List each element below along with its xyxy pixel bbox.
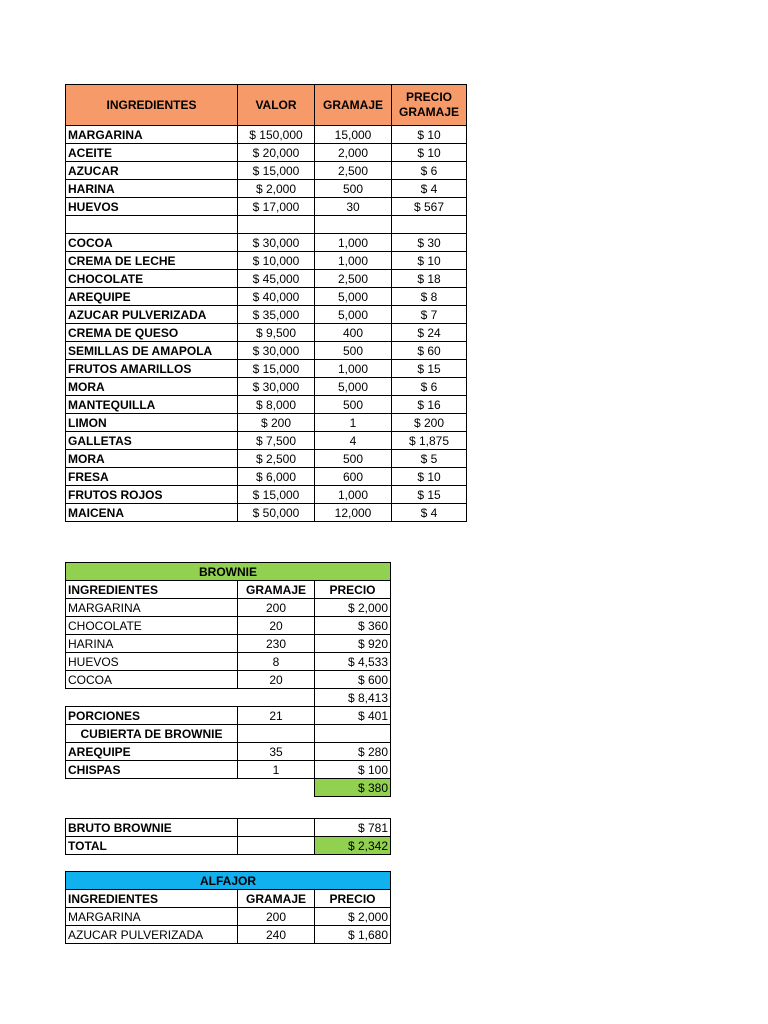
table-row	[66, 198, 467, 216]
ingredient-gramaje: 1,000	[315, 252, 392, 270]
brownie-header-row	[66, 581, 391, 599]
table-row	[66, 144, 467, 162]
total-row	[66, 837, 391, 855]
ingredient-name: MANTEQUILLA	[66, 396, 238, 414]
alfajor-precio: $ 2,000	[315, 908, 391, 926]
ingredient-valor: $ 50,000	[238, 504, 315, 522]
ingredient-precio-gramaje: $ 4	[392, 504, 467, 522]
ingredient-name: FRUTOS AMARILLOS	[66, 360, 238, 378]
cubierta-precio: $ 280	[315, 743, 391, 761]
ingredient-precio-gramaje: $ 30	[392, 234, 467, 252]
cubierta-empty	[238, 725, 315, 743]
ingredient-gramaje: 5,000	[315, 378, 392, 396]
ingredient-gramaje	[315, 216, 392, 234]
brownie-title: BROWNIE	[66, 563, 391, 581]
ingredient-name	[66, 216, 238, 234]
ingredient-valor: $ 15,000	[238, 162, 315, 180]
bruto-label: BRUTO BROWNIE	[66, 819, 238, 837]
table-row	[66, 486, 467, 504]
ingredient-gramaje: 5,000	[315, 288, 392, 306]
ingredient-precio-gramaje: $ 200	[392, 414, 467, 432]
brownie-ingredient: COCOA	[66, 671, 238, 689]
brownie-gramaje: 200	[238, 599, 315, 617]
ingredient-precio-gramaje: $ 10	[392, 144, 467, 162]
alfajor-gramaje: 240	[238, 926, 315, 944]
alfajor-title: ALFAJOR	[66, 872, 391, 890]
table-row	[66, 126, 467, 144]
alfajor-header-ingredientes: INGREDIENTES	[66, 890, 238, 908]
porciones-label: PORCIONES	[66, 707, 238, 725]
table-row	[66, 743, 391, 761]
table-row	[66, 761, 391, 779]
ingredients-price-table	[65, 84, 467, 522]
cubierta-precio: $ 100	[315, 761, 391, 779]
ingredient-name: COCOA	[66, 234, 238, 252]
header-ingredientes: INGREDIENTES	[66, 85, 238, 126]
ingredient-name: HUEVOS	[66, 198, 238, 216]
ingredient-gramaje: 30	[315, 198, 392, 216]
ingredient-precio-gramaje: $ 6	[392, 378, 467, 396]
table-row	[66, 360, 467, 378]
ingredient-gramaje: 1,000	[315, 360, 392, 378]
brownie-ingredient: CHOCOLATE	[66, 617, 238, 635]
ingredient-valor: $ 150,000	[238, 126, 315, 144]
ingredient-precio-gramaje: $ 10	[392, 468, 467, 486]
alfajor-precio: $ 1,680	[315, 926, 391, 944]
table-row	[66, 180, 467, 198]
table-row	[66, 671, 391, 689]
brownie-precio: $ 360	[315, 617, 391, 635]
brownie-precio: $ 4,533	[315, 653, 391, 671]
ingredient-name: CREMA DE LECHE	[66, 252, 238, 270]
ingredient-valor: $ 8,000	[238, 396, 315, 414]
table-row	[66, 396, 467, 414]
spacer-cell	[66, 689, 238, 707]
cubierta-ingredient: AREQUIPE	[66, 743, 238, 761]
table-row	[66, 162, 467, 180]
ingredient-valor: $ 15,000	[238, 360, 315, 378]
table-row	[66, 270, 467, 288]
ingredient-precio-gramaje: $ 10	[392, 126, 467, 144]
cubierta-gramaje: 35	[238, 743, 315, 761]
bruto-value: $ 781	[315, 819, 391, 837]
ingredient-precio-gramaje: $ 7	[392, 306, 467, 324]
table-row	[66, 504, 467, 522]
ingredient-name: MORA	[66, 378, 238, 396]
cubierta-header-row	[66, 725, 391, 743]
ingredient-gramaje: 12,000	[315, 504, 392, 522]
ingredient-precio-gramaje: $ 24	[392, 324, 467, 342]
brownie-totals-table	[65, 818, 391, 855]
ingredient-gramaje: 5,000	[315, 306, 392, 324]
brownie-precio: $ 920	[315, 635, 391, 653]
porciones-value: 21	[238, 707, 315, 725]
ingredient-gramaje: 15,000	[315, 126, 392, 144]
ingredient-precio-gramaje: $ 18	[392, 270, 467, 288]
table-row	[66, 432, 467, 450]
ingredient-valor	[238, 216, 315, 234]
brownie-gramaje: 8	[238, 653, 315, 671]
ingredient-gramaje: 4	[315, 432, 392, 450]
total-value: $ 2,342	[315, 837, 391, 855]
table-row	[66, 617, 391, 635]
table-row	[66, 378, 467, 396]
ingredient-valor: $ 2,500	[238, 450, 315, 468]
cubierta-ingredient: CHISPAS	[66, 761, 238, 779]
table-row	[66, 468, 467, 486]
alfajor-header-precio: PRECIO	[315, 890, 391, 908]
ingredient-valor: $ 200	[238, 414, 315, 432]
ingredient-precio-gramaje: $ 4	[392, 180, 467, 198]
ingredient-valor: $ 2,000	[238, 180, 315, 198]
brownie-gramaje: 20	[238, 617, 315, 635]
alfajor-ingredient: AZUCAR PULVERIZADA	[66, 926, 238, 944]
ingredient-valor: $ 15,000	[238, 486, 315, 504]
ingredient-valor: $ 10,000	[238, 252, 315, 270]
ingredient-precio-gramaje: $ 16	[392, 396, 467, 414]
table-row	[66, 342, 467, 360]
brownie-gramaje: 20	[238, 671, 315, 689]
ingredient-precio-gramaje: $ 6	[392, 162, 467, 180]
table-row	[66, 599, 391, 617]
ingredient-gramaje: 500	[315, 396, 392, 414]
alfajor-header-gramaje: GRAMAJE	[238, 890, 315, 908]
brownie-header-ingredientes: INGREDIENTES	[66, 581, 238, 599]
ingredient-valor: $ 7,500	[238, 432, 315, 450]
brownie-ingredient: HARINA	[66, 635, 238, 653]
table-row	[66, 908, 391, 926]
brownie-gramaje: 230	[238, 635, 315, 653]
ingredient-valor: $ 6,000	[238, 468, 315, 486]
ingredient-valor: $ 9,500	[238, 324, 315, 342]
brownie-precio: $ 2,000	[315, 599, 391, 617]
ingredient-name: CHOCOLATE	[66, 270, 238, 288]
cubierta-total: $ 380	[315, 779, 391, 797]
ingredient-gramaje: 500	[315, 342, 392, 360]
brownie-subtotal: $ 8,413	[315, 689, 391, 707]
total-empty-cell	[238, 837, 315, 855]
header-valor: VALOR	[238, 85, 315, 126]
ingredient-gramaje: 600	[315, 468, 392, 486]
ingredient-precio-gramaje: $ 8	[392, 288, 467, 306]
ingredient-gramaje: 2,500	[315, 162, 392, 180]
brownie-title-row	[66, 563, 391, 581]
cubierta-total-row	[66, 779, 391, 797]
ingredient-precio-gramaje	[392, 216, 467, 234]
ingredient-name: HARINA	[66, 180, 238, 198]
ingredient-name: AZUCAR PULVERIZADA	[66, 306, 238, 324]
brownie-ingredient: HUEVOS	[66, 653, 238, 671]
ingredient-name: MORA	[66, 450, 238, 468]
porciones-price: $ 401	[315, 707, 391, 725]
cubierta-gramaje: 1	[238, 761, 315, 779]
header-precio-gramaje: PRECIO GRAMAJE	[392, 85, 467, 126]
ingredient-name: MARGARINA	[66, 126, 238, 144]
ingredient-name: ACEITE	[66, 144, 238, 162]
brownie-header-gramaje: GRAMAJE	[238, 581, 315, 599]
alfajor-title-row	[66, 872, 391, 890]
ingredient-name: SEMILLAS DE AMAPOLA	[66, 342, 238, 360]
ingredient-gramaje: 500	[315, 450, 392, 468]
ingredient-precio-gramaje: $ 15	[392, 360, 467, 378]
brownie-subtotal-row	[66, 689, 391, 707]
alfajor-ingredient: MARGARINA	[66, 908, 238, 926]
spacer-cell	[66, 779, 238, 797]
ingredient-precio-gramaje: $ 5	[392, 450, 467, 468]
ingredient-name: CREMA DE QUESO	[66, 324, 238, 342]
bruto-row	[66, 819, 391, 837]
table-row	[66, 653, 391, 671]
table-row	[66, 324, 467, 342]
brownie-header-precio: PRECIO	[315, 581, 391, 599]
ingredient-valor: $ 17,000	[238, 198, 315, 216]
ingredient-name: GALLETAS	[66, 432, 238, 450]
brownie-precio: $ 600	[315, 671, 391, 689]
ingredient-gramaje: 1,000	[315, 234, 392, 252]
ingredient-precio-gramaje: $ 15	[392, 486, 467, 504]
header-gramaje: GRAMAJE	[315, 85, 392, 126]
table-row	[66, 635, 391, 653]
table-row	[66, 252, 467, 270]
ingredient-gramaje: 400	[315, 324, 392, 342]
ingredient-precio-gramaje: $ 10	[392, 252, 467, 270]
table-row	[66, 306, 467, 324]
cubierta-empty	[315, 725, 391, 743]
ingredient-gramaje: 2,000	[315, 144, 392, 162]
total-label: TOTAL	[66, 837, 238, 855]
spacer-cell	[238, 689, 315, 707]
brownie-porciones-row	[66, 707, 391, 725]
ingredient-name: MAICENA	[66, 504, 238, 522]
ingredient-gramaje: 2,500	[315, 270, 392, 288]
brownie-table	[65, 562, 391, 797]
ingredient-name: AREQUIPE	[66, 288, 238, 306]
ingredient-valor: $ 30,000	[238, 378, 315, 396]
brownie-ingredient: MARGARINA	[66, 599, 238, 617]
alfajor-gramaje: 200	[238, 908, 315, 926]
ingredient-precio-gramaje: $ 567	[392, 198, 467, 216]
ingredient-name: AZUCAR	[66, 162, 238, 180]
table-row	[66, 926, 391, 944]
ingredient-valor: $ 30,000	[238, 342, 315, 360]
ingredient-gramaje: 500	[315, 180, 392, 198]
ingredient-valor: $ 30,000	[238, 234, 315, 252]
alfajor-table	[65, 871, 391, 944]
ingredient-gramaje: 1,000	[315, 486, 392, 504]
table-row	[66, 288, 467, 306]
table-row	[66, 414, 467, 432]
ingredient-name: FRUTOS ROJOS	[66, 486, 238, 504]
alfajor-header-row	[66, 890, 391, 908]
ingredient-valor: $ 40,000	[238, 288, 315, 306]
ingredient-precio-gramaje: $ 60	[392, 342, 467, 360]
ingredient-valor: $ 45,000	[238, 270, 315, 288]
ingredient-gramaje: 1	[315, 414, 392, 432]
table-row	[66, 234, 467, 252]
ingredient-name: FRESA	[66, 468, 238, 486]
ingredient-valor: $ 20,000	[238, 144, 315, 162]
cubierta-label: CUBIERTA DE BROWNIE	[66, 725, 238, 743]
ingredient-name: LIMON	[66, 414, 238, 432]
ingredient-valor: $ 35,000	[238, 306, 315, 324]
spacer-cell	[238, 779, 315, 797]
table-header-row	[66, 85, 467, 126]
bruto-empty-cell	[238, 819, 315, 837]
table-row	[66, 450, 467, 468]
table-row	[66, 216, 467, 234]
ingredient-precio-gramaje: $ 1,875	[392, 432, 467, 450]
